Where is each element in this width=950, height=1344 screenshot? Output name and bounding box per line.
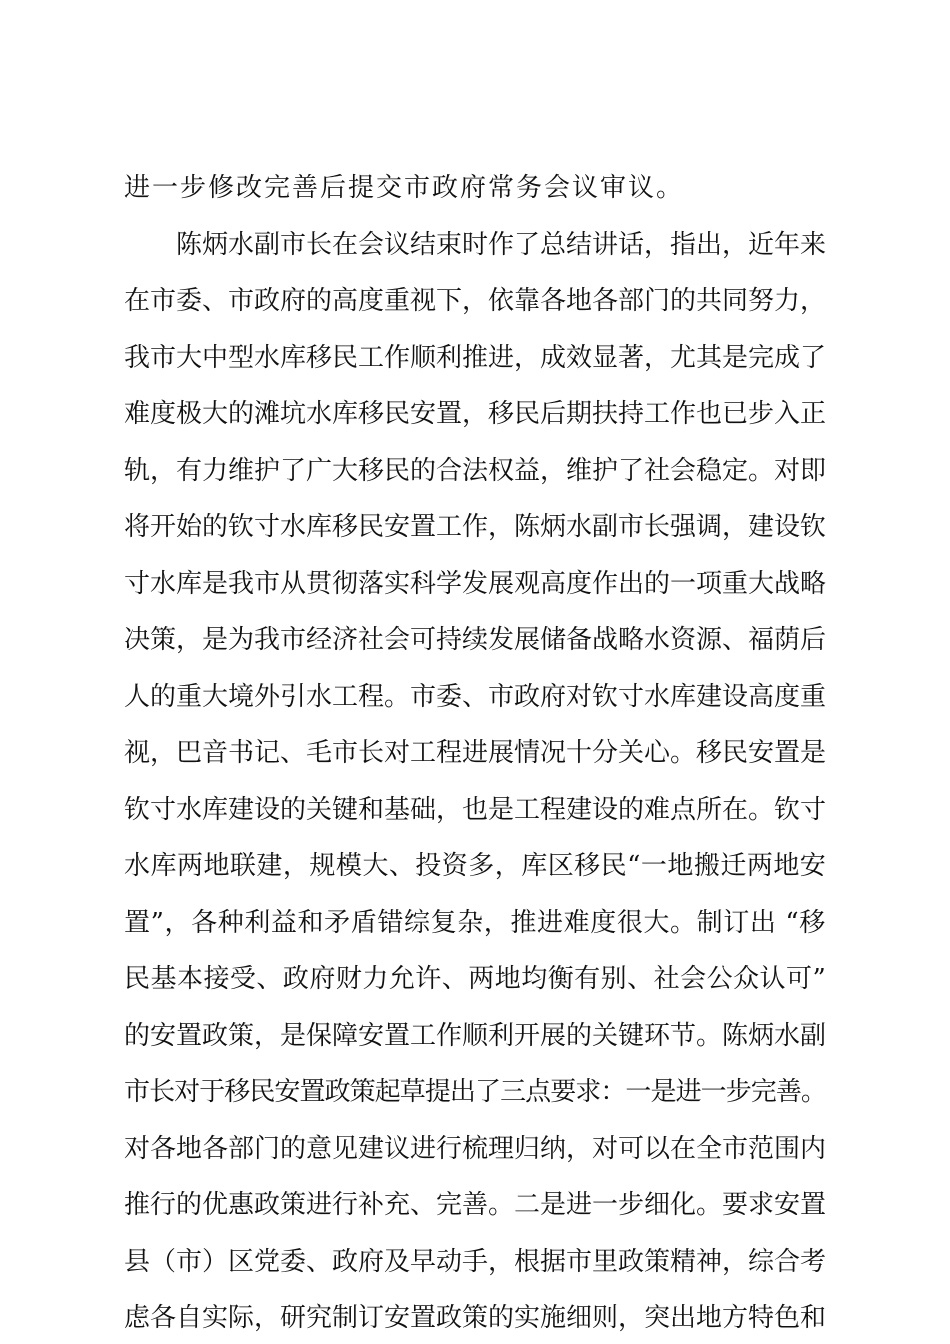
text-line: 我市大中型水库移民工作顺利推进，成效显著，尤其是完成了: [124, 343, 827, 373]
text-line: 决策，是为我市经济社会可持续发展储备战略水资源、福荫后: [124, 625, 827, 655]
text-line: 置”，各种利益和矛盾错综复杂，推进难度很大。制订出 “移: [124, 908, 826, 938]
text-line: 水库两地联建，规模大、投资多，库区移民“一地搬迁两地安: [124, 851, 827, 881]
text-line: 推行的优惠政策进行补充、完善。二是进一步细化。要求安置: [124, 1190, 827, 1220]
text-line: 民基本接受、政府财力允许、两地均衡有别、社会公众认可”: [124, 964, 827, 994]
text-line: 的安置政策，是保障安置工作顺利开展的关键环节。陈炳水副: [124, 1021, 827, 1051]
paragraph-start-line: 陈炳水副市长在会议结束时作了总结讲话，指出，近年来: [176, 230, 827, 260]
text-line: 虑各自实际，研究制订安置政策的实施细则，突出地方特色和: [124, 1303, 827, 1333]
text-line: 县（市）区党委、政府及早动手，根据市里政策精神，综合考: [124, 1247, 827, 1277]
text-line: 将开始的钦寸水库移民安置工作，陈炳水副市长强调，建设钦: [124, 512, 827, 542]
text-line: 进一步修改完善后提交市政府常务会议审议。: [124, 173, 685, 203]
text-line: 在市委、市政府的高度重视下，依靠各地各部门的共同努力，: [124, 286, 827, 316]
text-line: 寸水库是我市从贯彻落实科学发展观高度作出的一项重大战略: [124, 569, 827, 599]
text-line: 市长对于移民安置政策起草提出了三点要求：一是进一步完善。: [124, 1077, 827, 1107]
text-line: 轨，有力维护了广大移民的合法权益，维护了社会稳定。对即: [124, 456, 827, 486]
text-line: 难度极大的滩坑水库移民安置，移民后期扶持工作也已步入正: [124, 399, 827, 429]
text-line: 对各地各部门的意见建议进行梳理归纳，对可以在全市范围内: [124, 1134, 827, 1164]
text-line: 钦寸水库建设的关键和基础，也是工程建设的难点所在。钦寸: [124, 795, 827, 825]
text-line: 视，巴音书记、毛市长对工程进展情况十分关心。移民安置是: [124, 738, 827, 768]
text-line: 人的重大境外引水工程。市委、市政府对钦寸水库建设高度重: [124, 682, 827, 712]
